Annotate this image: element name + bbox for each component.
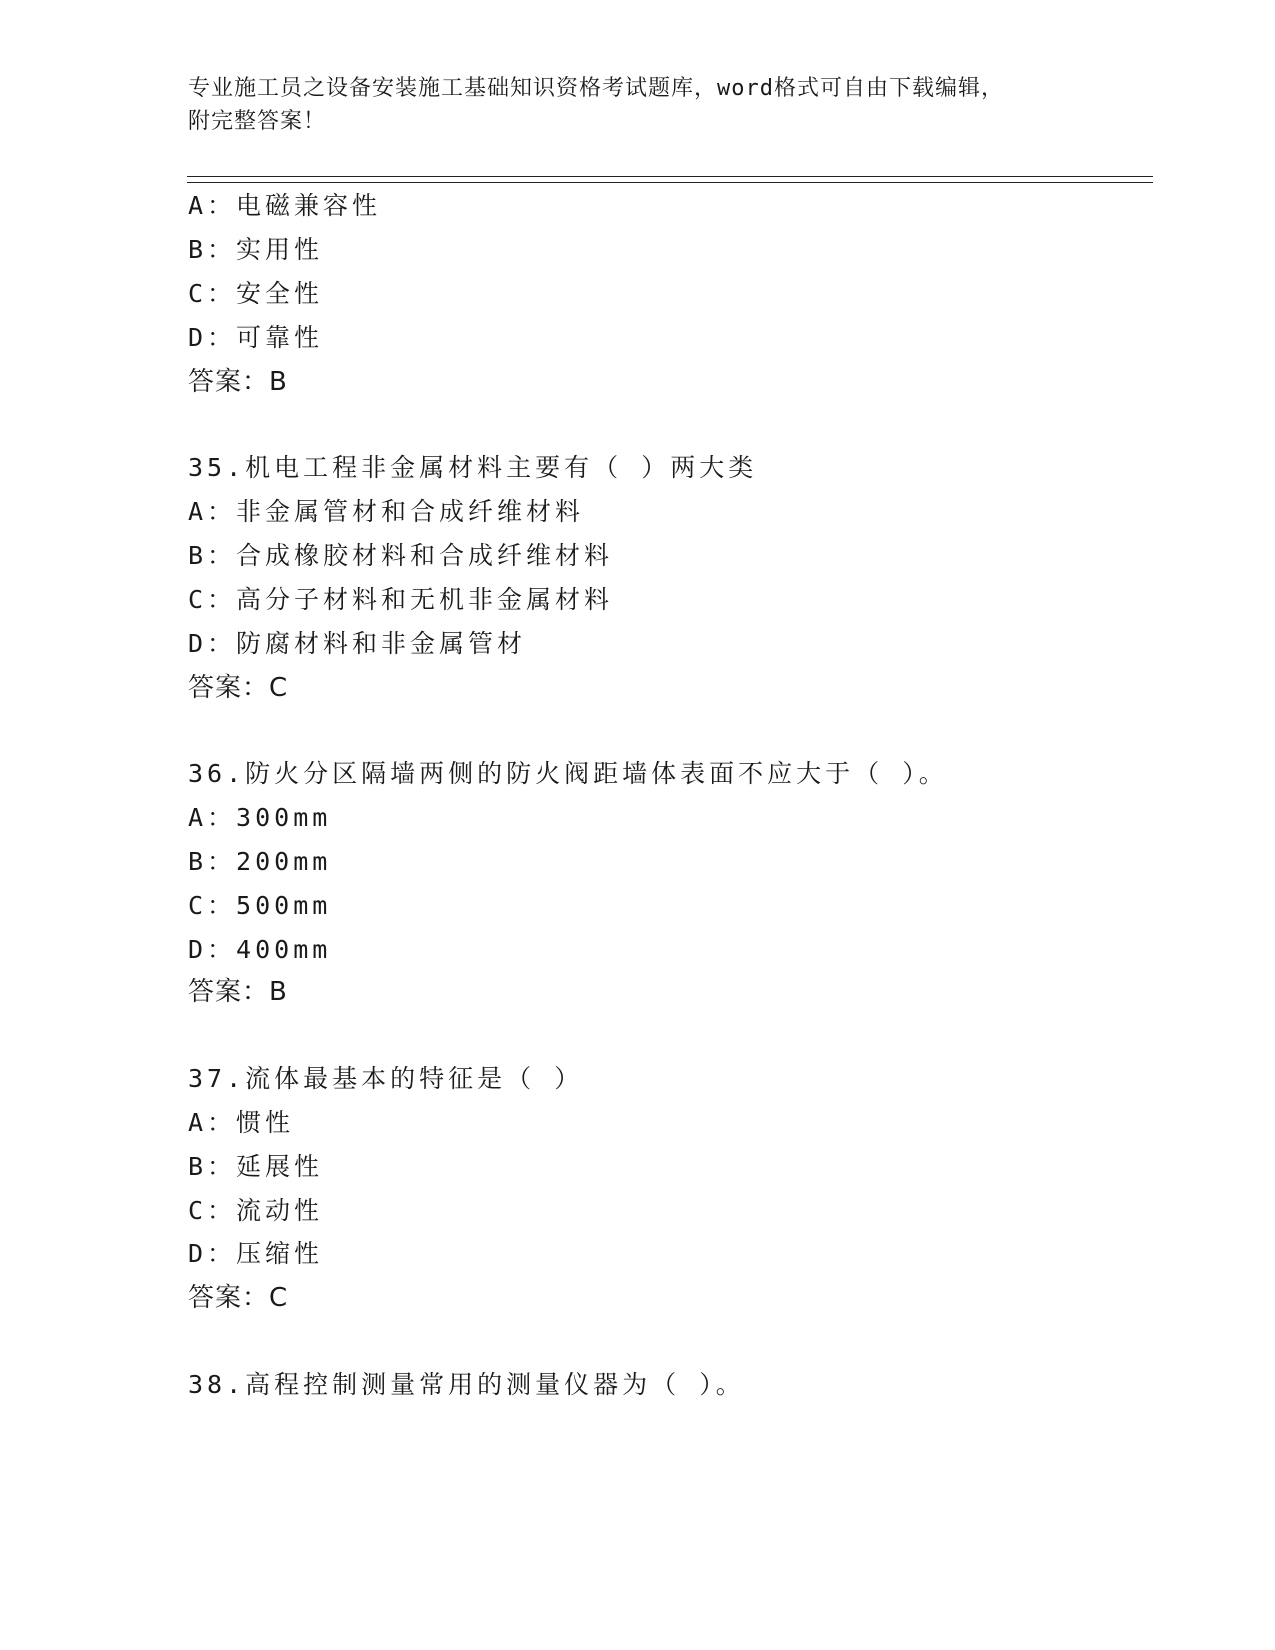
header-line-1: 专业施工员之设备安装施工基础知识资格考试题库，word格式可自由下载编辑，: [188, 76, 1004, 101]
option-c: C：安全性: [188, 279, 324, 308]
question-37: 37.流体最基本的特征是（ ）: [188, 1064, 584, 1093]
option-b: B：200mm: [188, 847, 332, 876]
question-36: 36.防火分区隔墙两侧的防火阀距墙体表面不应大于（ ）。: [188, 759, 948, 788]
option-b: B：延展性: [188, 1152, 324, 1181]
header-divider-bottom: [187, 182, 1153, 183]
option-d: D：400mm: [188, 935, 332, 964]
answer: 答案：C: [188, 1283, 289, 1313]
option-c: C：500mm: [188, 891, 332, 920]
option-a: A：电磁兼容性: [188, 191, 382, 220]
option-c: C：高分子材料和无机非金属材料: [188, 585, 614, 614]
question-38: 38.高程控制测量常用的测量仪器为（ ）。: [188, 1370, 745, 1399]
option-b: B：合成橡胶材料和合成纤维材料: [188, 541, 614, 570]
option-d: D：防腐材料和非金属管材: [188, 629, 527, 658]
option-a: A：惯性: [188, 1108, 295, 1137]
option-c: C：流动性: [188, 1196, 324, 1225]
header-divider-top: [187, 176, 1153, 177]
answer: 答案：C: [188, 673, 289, 703]
answer: 答案：B: [188, 367, 288, 397]
option-b: B：实用性: [188, 235, 324, 264]
option-a: A：300mm: [188, 803, 332, 832]
option-a: A：非金属管材和合成纤维材料: [188, 497, 585, 526]
question-35: 35.机电工程非金属材料主要有（ ）两大类: [188, 453, 758, 482]
answer: 答案：B: [188, 977, 288, 1007]
header-line-2: 附完整答案！: [188, 109, 327, 134]
document-header: [188, 72, 1088, 138]
option-d: D：压缩性: [188, 1239, 324, 1268]
option-d: D：可靠性: [188, 323, 324, 352]
